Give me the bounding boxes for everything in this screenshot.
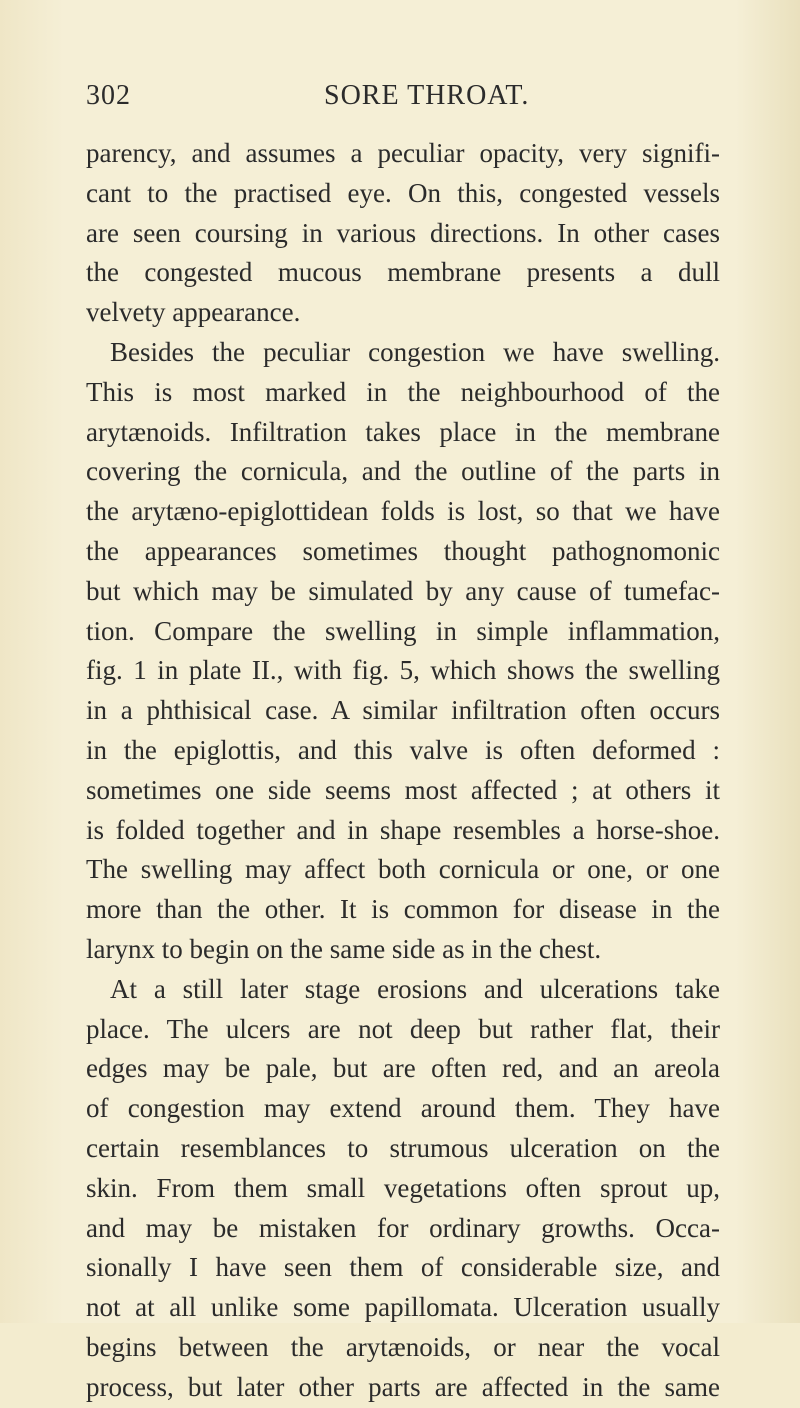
text-line: sometimes one side seems most affected ; at others it: [86, 774, 720, 805]
running-head-title: SORE THROAT.: [324, 80, 530, 111]
text-line: in the epiglottis, and this valve is often deformed :: [86, 734, 720, 765]
text-line: is folded together and in shape resembles a horse-shoe.: [86, 814, 720, 845]
text-line: The swelling may affect both cornicula or one, or one: [86, 854, 720, 885]
text-line: begins between the arytænoids, or near the vocal: [86, 1331, 720, 1362]
text-line: cant to the practised eye. On this, congested vessels: [86, 177, 720, 208]
text-line: fig. 1 in plate II., with fig. 5, which shows the swelling: [86, 655, 720, 686]
text-line: of congestion may extend around them. They have: [86, 1093, 720, 1124]
text-line: skin. From them small vegetations often sprout up,: [86, 1172, 720, 1203]
text-line: At a still later stage erosions and ulcerations take: [110, 973, 720, 1004]
page-header: [86, 80, 720, 116]
text-line: tion. Compare the swelling in simple inflammation,: [86, 615, 720, 646]
text-line: covering the cornicula, and the outline of the parts in: [86, 456, 720, 487]
text-line: velvety appearance.: [86, 297, 301, 328]
text-line: the arytæno-epiglottidean folds is lost, so that we have: [86, 496, 720, 527]
text-line: edges may be pale, but are often red, and an areola: [86, 1053, 720, 1084]
text-line: sionally I have seen them of considerable size, and: [86, 1252, 720, 1283]
text-line: certain resemblances to strumous ulceration on the: [86, 1132, 720, 1163]
text-line: and may be mistaken for ordinary growths. Occa-: [86, 1212, 720, 1243]
text-line: parency, and assumes a peculiar opacity, very signifi-: [86, 138, 720, 168]
text-line: the appearances sometimes thought pathognomonic: [86, 535, 720, 566]
text-line: not at all unlike some papillomata. Ulceration usually: [86, 1292, 720, 1323]
text-line: larynx to begin on the same side as in the chest.: [86, 933, 602, 964]
text-line: more than the other. It is common for disease in the: [86, 894, 720, 925]
text-line: in a phthisical case. A similar infiltration often occurs: [86, 695, 720, 726]
text-line: process, but later other parts are affected in the same: [86, 1371, 720, 1402]
text-line: Besides the peculiar congestion we have swelling.: [110, 336, 720, 367]
text-line: but which may be simulated by any cause of tumefac-: [86, 575, 720, 606]
text-line: This is most marked in the neighbourhood of the: [86, 376, 720, 407]
page-number: 302: [86, 80, 131, 111]
text-line: place. The ulcers are not deep but rather flat, their: [86, 1013, 720, 1044]
text-line: are seen coursing in various directions. In other cases: [86, 217, 720, 248]
body-text: [86, 134, 720, 1408]
text-line: the congested mucous membrane presents a dull: [86, 257, 720, 288]
text-line: arytænoids. Infiltration takes place in the membrane: [86, 416, 720, 447]
